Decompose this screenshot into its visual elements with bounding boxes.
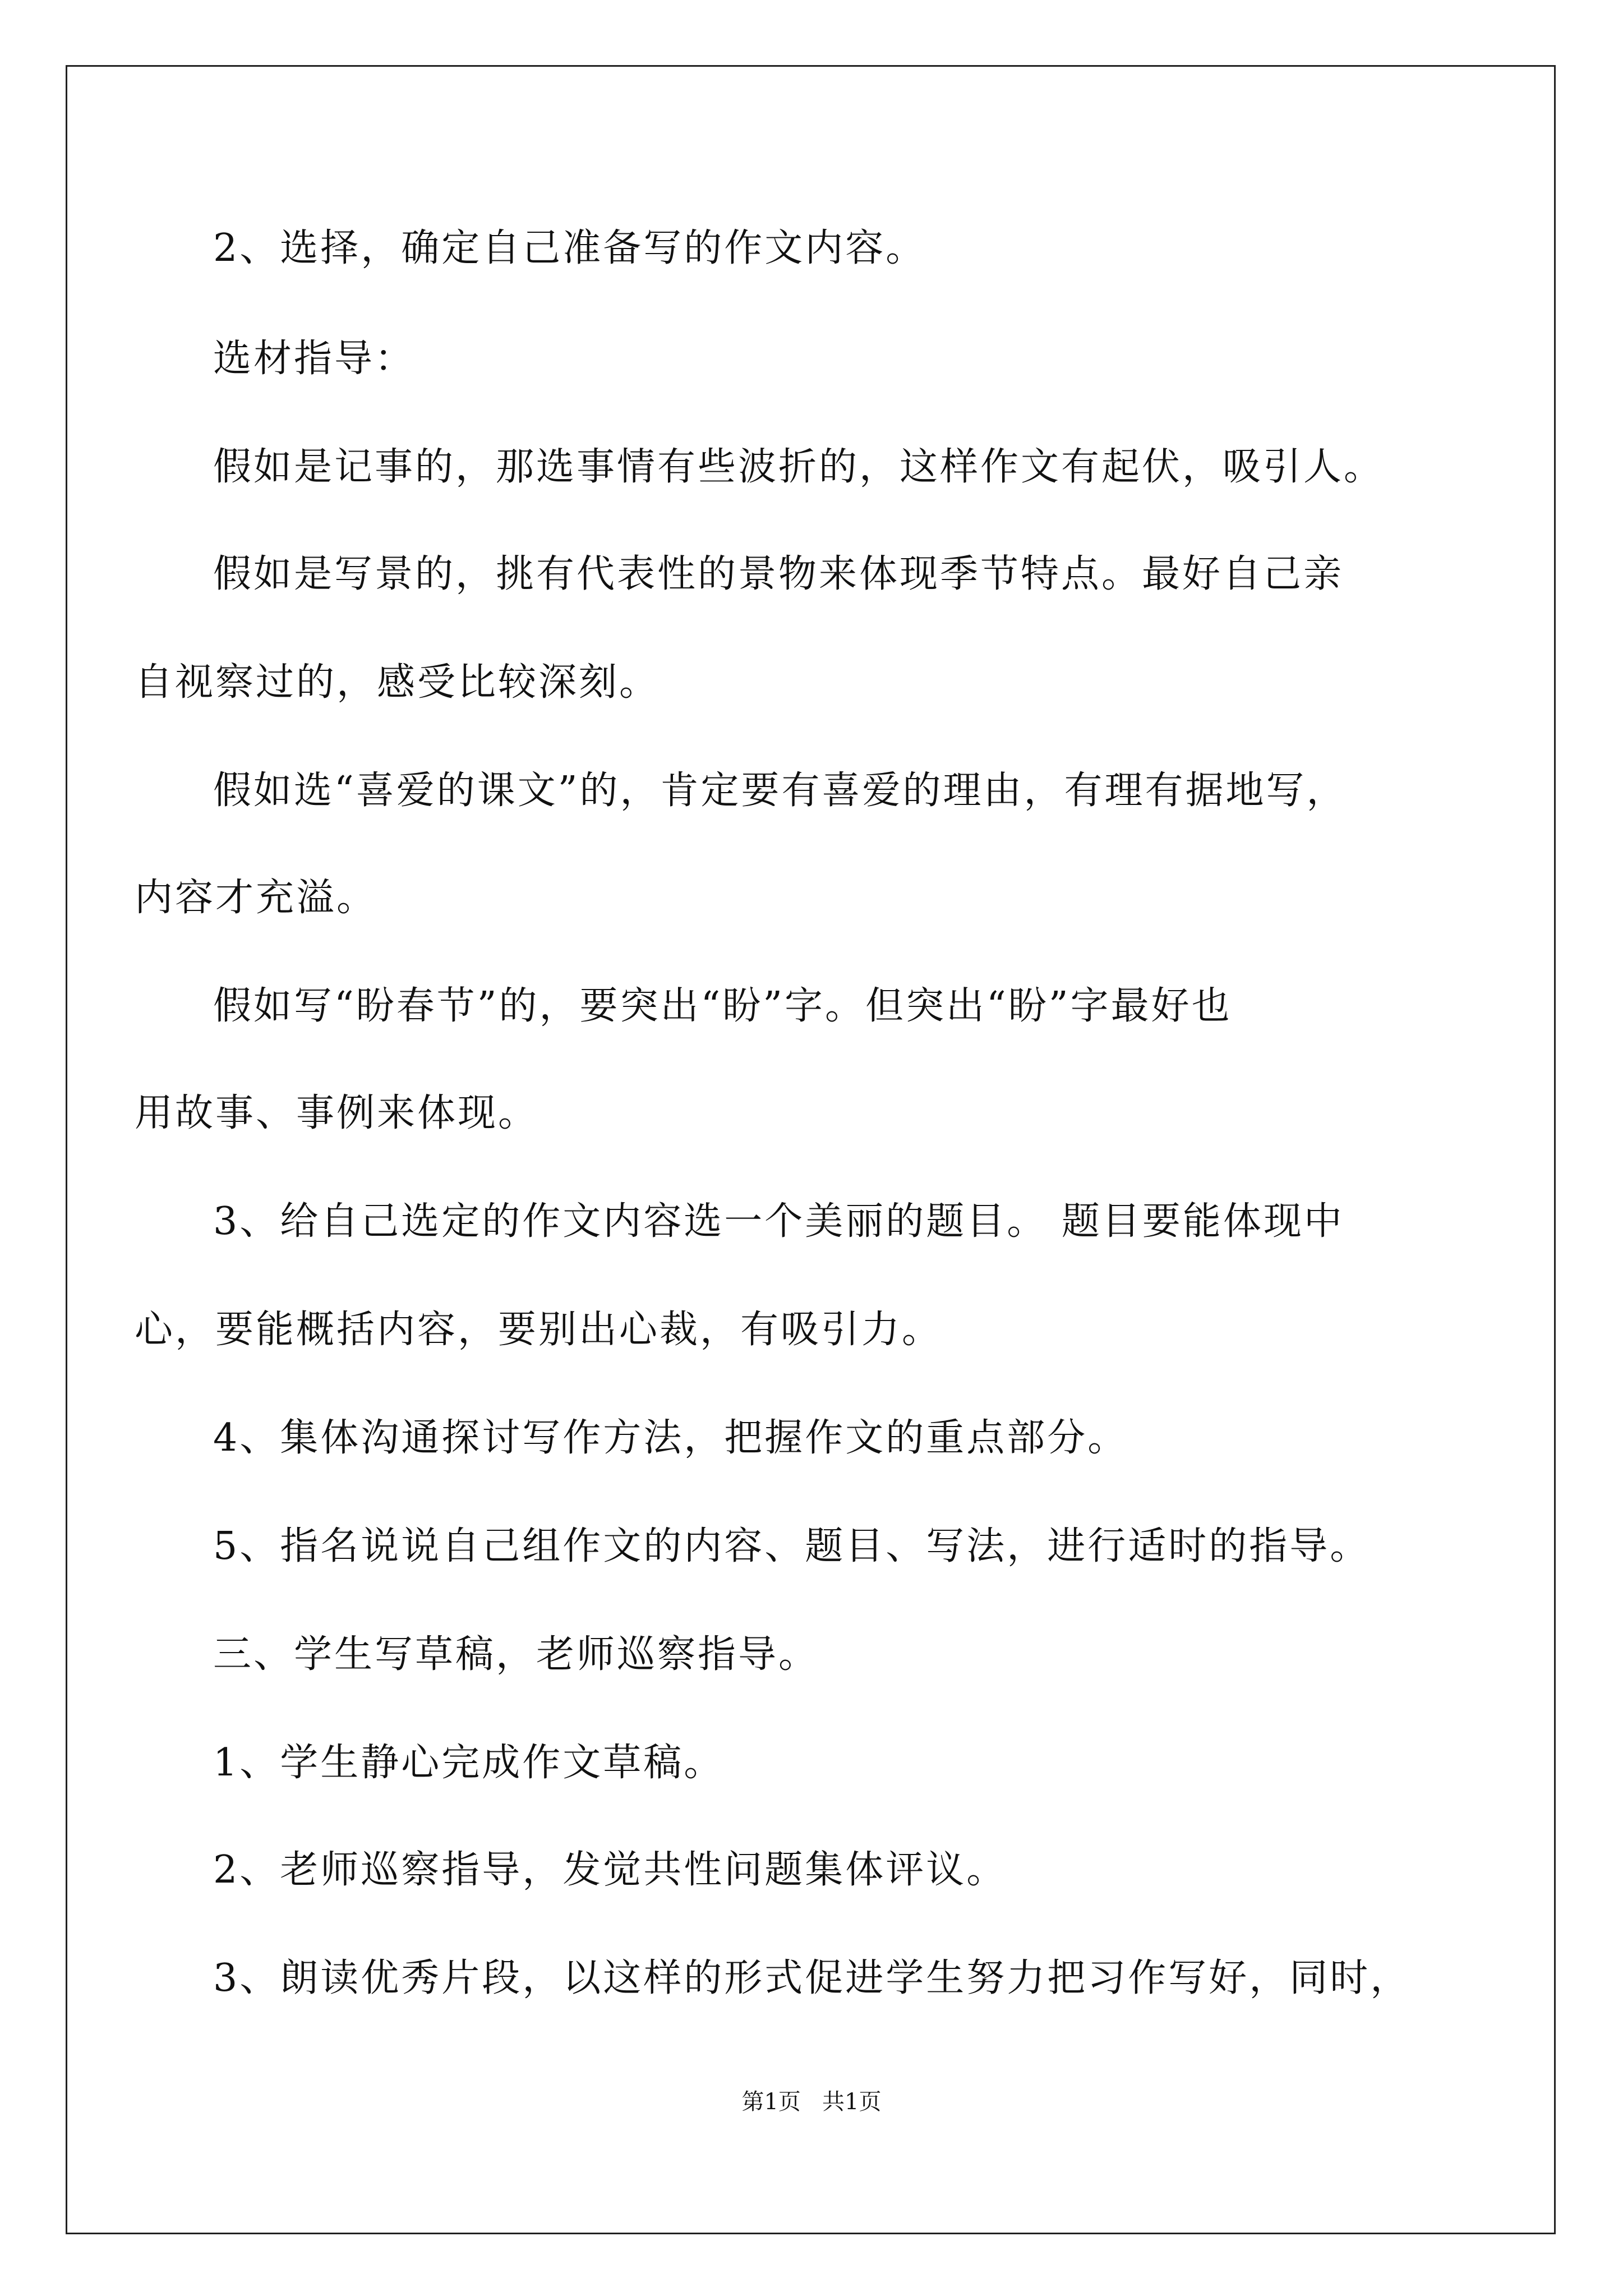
paragraph-line: 心，要能概括内容，要别出心裁，有吸引力。 xyxy=(135,1308,943,1352)
paragraph-line: 2、老师巡察指导，发觉共性问题集体评议。 xyxy=(213,1848,1007,1892)
paragraph-line: 4、集体沟通探讨写作方法，把握作文的重点部分。 xyxy=(213,1416,1128,1460)
paragraph-line: 假如是记事的，那选事情有些波折的，这样作文有起伏，吸引人。 xyxy=(213,445,1385,489)
page-frame xyxy=(66,65,1556,2234)
paragraph-line: 假如是写景的，挑有代表性的景物来体现季节特点。最好自己亲 xyxy=(213,552,1344,596)
page-number-footer: 第1页 共1页 xyxy=(741,2089,882,2115)
paragraph-line: 3、朗读优秀片段，以这样的形式促进学生努力把习作写好，同时， xyxy=(213,1956,1411,2000)
paragraph-line: 用故事、事例来体现。 xyxy=(135,1091,539,1135)
paragraph-line: 假如选“喜爱的课文”的，肯定要有喜爱的理由，有理有据地写， xyxy=(213,769,1347,813)
paragraph-line: 5、指名说说自己组作文的内容、题目、写法，进行适时的指导。 xyxy=(213,1524,1371,1568)
paragraph-line: 1、学生静心完成作文草稿。 xyxy=(213,1741,725,1785)
paragraph-line: 假如写“盼春节”的，要突出“盼”字。但突出“盼”字最好也 xyxy=(213,984,1232,1028)
paragraph-line: 三、学生写草稿，老师巡察指导。 xyxy=(213,1632,819,1677)
paragraph-line: 内容才充溢。 xyxy=(135,876,377,920)
paragraph-line: 自视察过的，感受比较深刻。 xyxy=(135,660,660,705)
paragraph-line: 3、给自己选定的作文内容选一个美丽的题目。 题目要能体现中 xyxy=(213,1199,1344,1244)
paragraph-line: 选材指导： xyxy=(213,337,416,381)
paragraph-line: 2、选择，确定自己准备写的作文内容。 xyxy=(213,226,926,270)
